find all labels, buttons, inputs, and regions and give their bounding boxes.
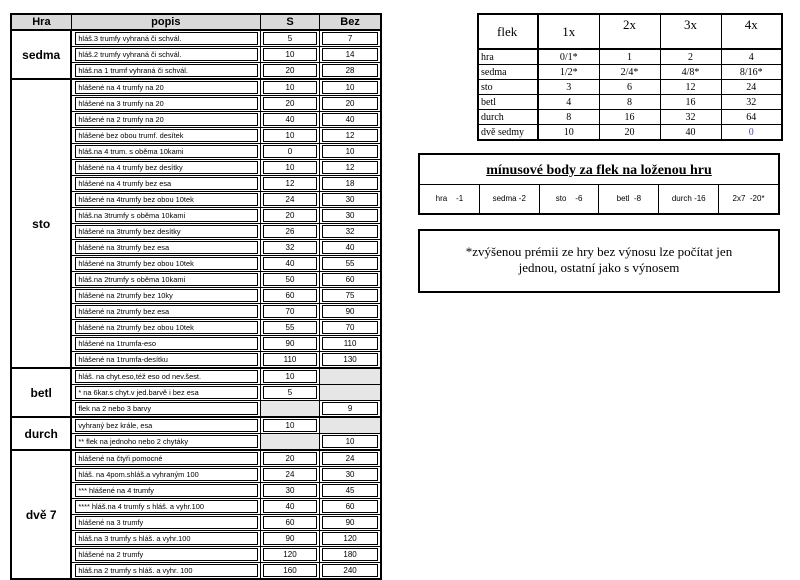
row-description <box>71 176 260 192</box>
row-description-text: flek na 2 nebo 3 barvy <box>75 402 258 415</box>
row-value-bez <box>320 30 381 47</box>
game-name: dvě 7 <box>11 450 71 579</box>
row-description <box>71 30 260 47</box>
flek-row <box>478 110 782 125</box>
row-value-bez <box>320 144 381 160</box>
row-value-s <box>260 160 319 176</box>
minus-points-box <box>418 153 780 215</box>
minus-points-title: mínusové body za flek na loženou hru <box>420 155 778 185</box>
flek-row-value: 0 <box>721 125 782 141</box>
row-value-s-text: 5 <box>263 386 317 399</box>
flek-row <box>478 80 782 95</box>
row-description-text: hláš.na 2trumfy s oběma 10kami <box>75 273 258 286</box>
game-name: durch <box>11 417 71 450</box>
row-description-text: hlášené na 4 trumfy bez esa <box>75 177 258 190</box>
row-value-s-text: 20 <box>263 209 317 222</box>
row-value-bez <box>320 531 381 547</box>
row-description <box>71 515 260 531</box>
row-value-s-text: 120 <box>263 548 317 561</box>
row-description <box>71 401 260 418</box>
row-value-bez-text: 30 <box>322 468 378 481</box>
flek-row-label: sto <box>478 80 538 95</box>
row-value-bez <box>320 63 381 80</box>
flek-header-multiplier: 2x <box>599 14 660 49</box>
row-value-bez-text: 240 <box>322 564 378 577</box>
row-value-s-text: 26 <box>263 225 317 238</box>
row-value-bez-text: 30 <box>322 209 378 222</box>
flek-row-label: durch <box>478 110 538 125</box>
flek-row-value: 32 <box>660 110 721 125</box>
row-value-s <box>260 192 319 208</box>
row-value-bez <box>320 401 381 418</box>
row-value-s <box>260 401 319 418</box>
row-value-s <box>260 563 319 580</box>
row-value-bez <box>320 515 381 531</box>
minus-points-cell: durch -16 <box>659 185 719 213</box>
row-value-bez <box>320 288 381 304</box>
flek-row-value: 3 <box>538 80 599 95</box>
flek-row-value: 10 <box>538 125 599 141</box>
row-description-text: hlášené na 2trumfy bez obou 10tek <box>75 321 258 334</box>
row-description <box>71 352 260 369</box>
row-value-bez-text: 130 <box>322 353 378 366</box>
row-description-text: hlášené na 3trumfy bez esa <box>75 241 258 254</box>
row-value-bez-text: 24 <box>322 452 378 465</box>
row-description-text: hlášené na 3 trumfy na 20 <box>75 97 258 110</box>
row-description-text: hláš.na 2 trumfy s hláš. a vyhr. 100 <box>75 564 258 577</box>
row-description-text: **** hláš.na 4 trumfy s hláš. a vyhr.100 <box>75 500 258 513</box>
header-bez: Bez <box>320 14 381 30</box>
row-description <box>71 79 260 96</box>
row-description <box>71 144 260 160</box>
row-value-bez-text: 7 <box>322 32 378 45</box>
row-description <box>71 434 260 451</box>
table-row <box>11 368 381 385</box>
row-value-s <box>260 256 319 272</box>
row-value-s-text: 20 <box>263 64 317 77</box>
row-value-bez <box>320 320 381 336</box>
header-description: popis <box>71 14 260 30</box>
row-value-bez <box>320 563 381 580</box>
row-description-text: hlášené na 3trumfy bez desítky <box>75 225 258 238</box>
flek-row-value: 4/8* <box>660 65 721 80</box>
row-description <box>71 96 260 112</box>
row-value-s <box>260 320 319 336</box>
row-description <box>71 547 260 563</box>
row-value-bez <box>320 96 381 112</box>
flek-header-row <box>478 14 782 49</box>
row-description <box>71 320 260 336</box>
row-value-s <box>260 272 319 288</box>
minus-points-cell: betl -8 <box>599 185 659 213</box>
flek-row-value: 20 <box>599 125 660 141</box>
row-value-s-text: 10 <box>263 161 317 174</box>
row-value-bez-text: 14 <box>322 48 378 61</box>
row-description-text: hlášené na čtyři pomocné <box>75 452 258 465</box>
row-value-s <box>260 288 319 304</box>
row-value-bez-text: 70 <box>322 321 378 334</box>
game-name: sto <box>11 79 71 368</box>
row-value-s <box>260 417 319 434</box>
flek-row <box>478 65 782 80</box>
row-description <box>71 47 260 63</box>
row-value-bez <box>320 450 381 467</box>
row-value-bez <box>320 256 381 272</box>
row-value-s <box>260 352 319 369</box>
row-description-text: hlášené na 2 trumfy <box>75 548 258 561</box>
row-value-bez-text: 40 <box>322 241 378 254</box>
flek-header-multiplier: 4x <box>721 14 782 49</box>
row-description <box>71 417 260 434</box>
row-description-text: hláš. na 4pom.shláš.a vyhraným 100 <box>75 468 258 481</box>
row-value-s-text: 90 <box>263 337 317 350</box>
row-description <box>71 288 260 304</box>
flek-header-label: flek <box>478 14 538 49</box>
flek-row-value: 8 <box>538 110 599 125</box>
row-value-bez <box>320 499 381 515</box>
row-value-s-text: 40 <box>263 500 317 513</box>
flek-row-value: 4 <box>538 95 599 110</box>
minus-points-cell: sedma -2 <box>480 185 540 213</box>
flek-row-value: 0/1* <box>538 49 599 65</box>
row-value-s <box>260 499 319 515</box>
flek-row-value: 40 <box>660 125 721 141</box>
row-value-bez-text: 28 <box>322 64 378 77</box>
row-description-text: hlášené bez obou trumf. desítek <box>75 129 258 142</box>
row-description <box>71 368 260 385</box>
row-value-bez <box>320 368 381 385</box>
row-value-bez <box>320 176 381 192</box>
row-description-text: hláš.na 4 trum. s oběma 10kami <box>75 145 258 158</box>
row-value-s-text: 10 <box>263 48 317 61</box>
row-description <box>71 531 260 547</box>
row-value-s <box>260 79 319 96</box>
row-description-text: hlášené na 3trumfy bez obou 10tek <box>75 257 258 270</box>
row-value-bez-text: 30 <box>322 193 378 206</box>
row-value-bez-text: 12 <box>322 161 378 174</box>
row-description <box>71 272 260 288</box>
row-description-text: hláš.na 1 trumf vyhraná či schvál. <box>75 64 258 77</box>
row-description <box>71 63 260 80</box>
row-value-bez <box>320 547 381 563</box>
row-value-s-text: 160 <box>263 564 317 577</box>
row-value-bez <box>320 160 381 176</box>
flek-table <box>477 13 783 141</box>
row-value-bez-text: 20 <box>322 97 378 110</box>
row-description-text: hláš.3 trumfy vyhraná či schvál. <box>75 32 258 45</box>
row-value-bez-text: 10 <box>322 435 378 448</box>
row-value-bez-text: 90 <box>322 305 378 318</box>
row-value-s-text: 60 <box>263 516 317 529</box>
table-row <box>11 30 381 47</box>
row-description <box>71 208 260 224</box>
flek-row-value: 6 <box>599 80 660 95</box>
row-value-bez <box>320 128 381 144</box>
row-description-text: hláš.na 3 trumfy s hláš. a vyhr.100 <box>75 532 258 545</box>
row-value-s-text: 20 <box>263 97 317 110</box>
row-value-bez-text: 180 <box>322 548 378 561</box>
row-description-text: *** hlášené na 4 trumfy <box>75 484 258 497</box>
flek-table-body <box>478 14 782 140</box>
row-value-s-text: 50 <box>263 273 317 286</box>
row-value-s <box>260 483 319 499</box>
note-line-2: jednou, ostatní jako s výnosem <box>518 260 680 275</box>
row-value-bez <box>320 336 381 352</box>
row-description <box>71 224 260 240</box>
row-value-bez <box>320 224 381 240</box>
row-value-s-text: 110 <box>263 353 317 366</box>
row-description-text: hlášené na 2 trumfy na 20 <box>75 113 258 126</box>
row-value-s-text: 10 <box>263 370 317 383</box>
row-value-bez-text: 55 <box>322 257 378 270</box>
row-value-s <box>260 112 319 128</box>
table-row <box>11 417 381 434</box>
row-description-text: hlášené na 4 trumfy na 20 <box>75 81 258 94</box>
minus-points-cell: 2x7 -20* <box>732 194 765 203</box>
row-value-bez <box>320 272 381 288</box>
row-description-text: hlášené na 3 trumfy <box>75 516 258 529</box>
row-value-bez-text: 110 <box>322 337 378 350</box>
game-name: betl <box>11 368 71 417</box>
flek-header-multiplier: 1x <box>538 14 599 49</box>
row-value-s <box>260 515 319 531</box>
row-value-bez-text: 18 <box>322 177 378 190</box>
row-value-s <box>260 30 319 47</box>
row-value-bez-text: 60 <box>322 273 378 286</box>
flek-row-value: 24 <box>721 80 782 95</box>
row-value-bez-text: 32 <box>322 225 378 238</box>
header-game: Hra <box>11 14 71 30</box>
row-value-s-text: 24 <box>263 193 317 206</box>
row-value-bez-text: 90 <box>322 516 378 529</box>
row-value-bez-text: 45 <box>322 484 378 497</box>
row-value-bez <box>320 192 381 208</box>
row-value-s <box>260 128 319 144</box>
row-value-bez-text: 60 <box>322 500 378 513</box>
flek-row-value: 32 <box>721 95 782 110</box>
table-row <box>11 450 381 467</box>
row-description <box>71 128 260 144</box>
row-value-s-text: 12 <box>263 177 317 190</box>
row-description <box>71 385 260 401</box>
flek-header-multiplier: 3x <box>660 14 721 49</box>
row-value-s-text: 24 <box>263 468 317 481</box>
row-value-s <box>260 240 319 256</box>
row-value-s <box>260 547 319 563</box>
row-value-s <box>260 144 319 160</box>
row-description-text: hlášené na 1trumfa-desítku <box>75 353 258 366</box>
flek-row-value: 16 <box>660 95 721 110</box>
header-s: S <box>260 14 319 30</box>
flek-row-value: 4 <box>721 49 782 65</box>
table-row <box>11 79 381 96</box>
flek-row-value: 2 <box>660 49 721 65</box>
row-value-bez-text: 9 <box>322 402 378 415</box>
row-value-s-text: 55 <box>263 321 317 334</box>
row-description <box>71 483 260 499</box>
row-value-s-text: 10 <box>263 129 317 142</box>
row-value-bez <box>320 240 381 256</box>
row-description <box>71 563 260 580</box>
flek-row-value: 8/16* <box>721 65 782 80</box>
row-value-s <box>260 434 319 451</box>
row-description-text: hláš.na 3trumfy s oběma 10kami <box>75 209 258 222</box>
row-description <box>71 304 260 320</box>
row-value-bez-text: 12 <box>322 129 378 142</box>
row-description <box>71 467 260 483</box>
flek-row-value: 64 <box>721 110 782 125</box>
row-description <box>71 499 260 515</box>
row-value-s <box>260 336 319 352</box>
row-description <box>71 160 260 176</box>
minus-points-row <box>420 185 778 213</box>
minus-points-cell: hra -1 <box>420 185 480 213</box>
flek-row-value: 8 <box>599 95 660 110</box>
row-value-s <box>260 304 319 320</box>
row-value-bez <box>320 434 381 451</box>
row-value-s <box>260 368 319 385</box>
row-description-text: ** flek na jednoho nebo 2 chytáky <box>75 435 258 448</box>
flek-row-value: 1/2* <box>538 65 599 80</box>
row-value-s-text: 70 <box>263 305 317 318</box>
scoring-table-header <box>11 14 381 30</box>
scoring-table <box>10 13 382 580</box>
row-value-s-text: 10 <box>263 81 317 94</box>
row-value-bez <box>320 208 381 224</box>
flek-row-label: betl <box>478 95 538 110</box>
row-value-s-text: 40 <box>263 113 317 126</box>
row-value-bez <box>320 112 381 128</box>
row-value-bez-text: 75 <box>322 289 378 302</box>
flek-row-value: 12 <box>660 80 721 95</box>
row-value-s <box>260 385 319 401</box>
flek-row-value: 2/4* <box>599 65 660 80</box>
row-description-text: hlášené na 1trumfa-eso <box>75 337 258 350</box>
flek-row <box>478 49 782 65</box>
row-value-bez-text: 120 <box>322 532 378 545</box>
row-value-s-text: 90 <box>263 532 317 545</box>
flek-row-label: sedma <box>478 65 538 80</box>
row-value-s <box>260 96 319 112</box>
flek-row <box>478 95 782 110</box>
row-value-s-text: 40 <box>263 257 317 270</box>
row-value-s <box>260 450 319 467</box>
row-description <box>71 336 260 352</box>
row-description <box>71 192 260 208</box>
row-value-bez-text: 10 <box>322 81 378 94</box>
flek-row-value: 1 <box>599 49 660 65</box>
row-description-text: hlášené na 4trumfy bez obou 10tek <box>75 193 258 206</box>
row-description <box>71 240 260 256</box>
scoring-table-body <box>11 30 381 579</box>
row-value-bez <box>320 467 381 483</box>
row-description <box>71 112 260 128</box>
row-value-s-text: 0 <box>263 145 317 158</box>
row-description-text: hlášené na 2trumfy bez 10ky <box>75 289 258 302</box>
row-value-bez <box>320 79 381 96</box>
row-value-bez <box>320 483 381 499</box>
row-description-text: hlášené na 4 trumfy bez desítky <box>75 161 258 174</box>
row-value-s-text: 20 <box>263 452 317 465</box>
row-value-s <box>260 63 319 80</box>
row-value-s-text: 30 <box>263 484 317 497</box>
row-value-s <box>260 47 319 63</box>
minus-points-cell: sto -6 <box>540 185 600 213</box>
note-line-1: *zvýšenou prémii ze hry bez výnosu lze počítat jen <box>465 244 733 259</box>
row-value-s-text: 32 <box>263 241 317 254</box>
row-description-text: vyhraný bez krále, esa <box>75 419 258 432</box>
row-description-text: hláš.2 trumfy vyhraná či schvál. <box>75 48 258 61</box>
row-value-bez-text: 10 <box>322 145 378 158</box>
row-description-text: hláš. na chyt.eso,též eso od nev.šest. <box>75 370 258 383</box>
row-value-bez <box>320 47 381 63</box>
row-description-text: hlášené na 2trumfy bez esa <box>75 305 258 318</box>
flek-row-label: dvě sedmy <box>478 125 538 141</box>
row-value-s-text: 5 <box>263 32 317 45</box>
note-box <box>418 229 780 293</box>
row-description-text: * na 6kar.s chyt.v jed.barvě i bez esa <box>75 386 258 399</box>
row-description <box>71 256 260 272</box>
row-value-s-text: 10 <box>263 419 317 432</box>
row-value-bez <box>320 417 381 434</box>
row-value-s <box>260 208 319 224</box>
flek-row-value: 16 <box>599 110 660 125</box>
row-value-s <box>260 531 319 547</box>
row-value-s <box>260 224 319 240</box>
row-value-s <box>260 176 319 192</box>
game-name: sedma <box>11 30 71 79</box>
row-value-bez <box>320 304 381 320</box>
row-value-bez-text: 40 <box>322 113 378 126</box>
row-value-s-text: 60 <box>263 289 317 302</box>
row-value-bez <box>320 385 381 401</box>
row-description <box>71 450 260 467</box>
flek-row-label: hra <box>478 49 538 65</box>
flek-row <box>478 125 782 141</box>
row-value-s <box>260 467 319 483</box>
row-value-bez <box>320 352 381 369</box>
